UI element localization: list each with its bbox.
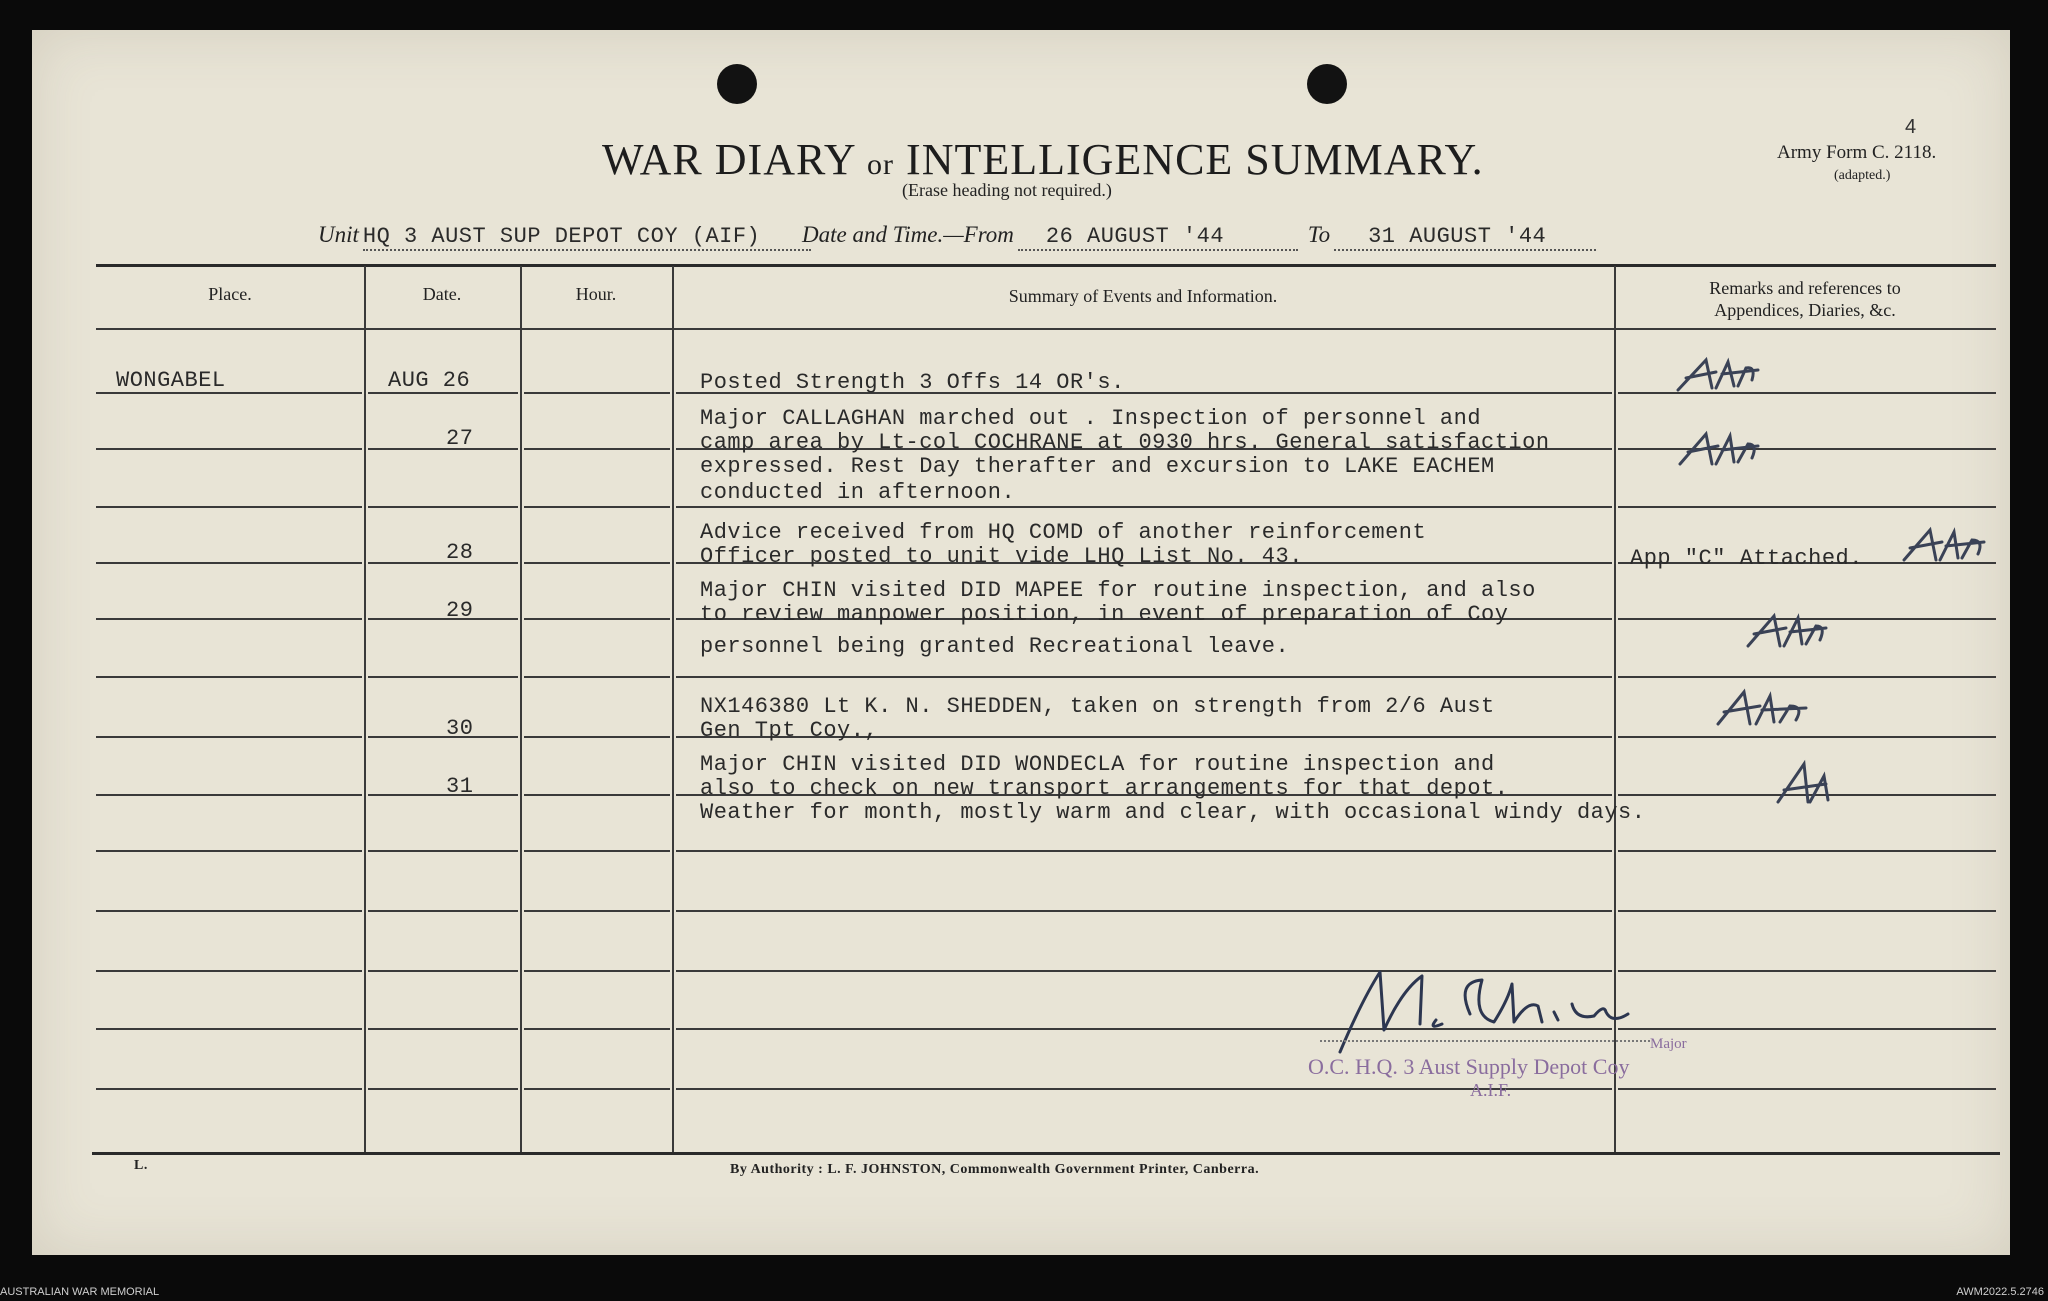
unit-value: HQ 3 AUST SUP DEPOT COY (AIF)	[363, 224, 811, 251]
ruled-line	[368, 736, 518, 738]
credit-accession-number: AWM2022.5.2746	[1956, 1286, 2044, 1298]
table-top-border	[96, 264, 1996, 267]
ruled-line	[368, 448, 518, 450]
ruled-line	[368, 794, 518, 796]
ruled-line	[1618, 1088, 1996, 1090]
header-place: Place.	[208, 284, 252, 304]
header-remarks: Remarks and references to	[1709, 278, 1901, 298]
unit-stamp-line1: O.C. H.Q. 3 Aust Supply Depot Coy	[1308, 1054, 1630, 1079]
ruled-line	[524, 1028, 670, 1030]
unit-stamp-line2: A.I.F.	[1470, 1080, 1512, 1100]
ruled-line	[524, 1088, 670, 1090]
officer-signature	[1332, 960, 1652, 1060]
ruled-line	[1618, 970, 1996, 972]
date-28: 28	[446, 540, 474, 565]
title-war-diary: WAR DIARY	[602, 135, 856, 184]
summary-line: also to check on new transport arrangements for that depot.	[700, 776, 1509, 801]
summary-line: to review manpower position, in event of preparation of Coy	[700, 602, 1509, 627]
title-or: or	[867, 148, 895, 181]
summary-line: Weather for month, mostly warm and clear, with occasional windy days.	[700, 800, 1646, 825]
ruled-line	[368, 1028, 518, 1030]
date-to-label: To	[1307, 222, 1331, 247]
ruled-line	[524, 506, 670, 508]
army-form-number: Army Form C. 2118.	[1777, 142, 1937, 163]
ruled-line	[368, 850, 518, 852]
ruled-line	[96, 506, 362, 508]
column-divider-hour	[672, 266, 674, 1152]
ruled-line	[368, 618, 518, 620]
summary-line: expressed. Rest Day therafter and excursion to LAKE EACHEM	[700, 454, 1495, 479]
date-aug-26: AUG 26	[388, 368, 471, 393]
summary-line: Major CHIN visited DID MAPEE for routine inspection, and also	[700, 578, 1536, 603]
ruled-line	[96, 618, 362, 620]
ruled-line	[524, 562, 670, 564]
ruled-line	[524, 794, 670, 796]
header-summary: Summary of Events and Information.	[1008, 286, 1278, 306]
ruled-line	[96, 794, 362, 796]
ruled-line	[1618, 910, 1996, 912]
place-wongabel: WONGABEL	[116, 368, 226, 393]
initials-mark	[1898, 518, 1998, 578]
ruled-line	[96, 448, 362, 450]
army-form-adapted: (adapted.)	[1834, 168, 1891, 183]
diary-page	[32, 30, 2010, 1255]
credit-institution: AUSTRALIAN WAR MEMORIAL	[0, 1286, 160, 1298]
date-from-label: Date and Time.—From	[802, 222, 1014, 247]
ruled-line	[96, 1088, 362, 1090]
unit-label: Unit	[318, 222, 359, 247]
ruled-line	[676, 910, 1612, 912]
date-29: 29	[446, 598, 474, 623]
ruled-line	[524, 850, 670, 852]
ruled-line	[96, 676, 362, 678]
column-divider-date	[520, 266, 522, 1152]
punch-hole-right	[1307, 64, 1347, 104]
ruled-line	[1618, 506, 1996, 508]
signature-rank: Major	[1650, 1036, 1687, 1052]
ruled-line	[524, 736, 670, 738]
date-27: 27	[446, 426, 474, 451]
title-intelligence-summary: INTELLIGENCE SUMMARY.	[906, 135, 1484, 184]
initials-mark	[1672, 422, 1772, 482]
signature-line	[1320, 1040, 1650, 1042]
ruled-line	[524, 676, 670, 678]
ruled-line	[96, 1028, 362, 1030]
footer-left-mark: L.	[134, 1158, 148, 1173]
summary-line: Posted Strength 3 Offs 14 OR's.	[700, 370, 1125, 395]
ruled-line	[1618, 1028, 1996, 1030]
ruled-line	[1618, 676, 1996, 678]
ruled-line	[368, 970, 518, 972]
header-remarks-sub: Appendices, Diaries, &c.	[1714, 300, 1896, 320]
ruled-line	[96, 850, 362, 852]
summary-line: Advice received from HQ COMD of another reinforcement	[700, 520, 1427, 545]
ruled-line	[96, 970, 362, 972]
date-30: 30	[446, 716, 474, 741]
remark-app-c: App "C" Attached.	[1630, 546, 1863, 571]
ruled-line	[676, 676, 1612, 678]
page-number-mark: 4	[1905, 116, 1917, 138]
ruled-line	[368, 910, 518, 912]
ruled-line	[524, 392, 670, 394]
date-range	[802, 222, 1596, 251]
ruled-line	[96, 562, 362, 564]
header-rule	[96, 328, 1996, 330]
summary-line: conducted in afternoon.	[700, 480, 1016, 505]
ruled-line	[524, 618, 670, 620]
ruled-line	[1618, 850, 1996, 852]
ruled-line	[96, 736, 362, 738]
summary-line: NX146380 Lt K. N. SHEDDEN, taken on strength from 2/6 Aust	[700, 694, 1495, 719]
summary-line: camp area by Lt-col COCHRANE at 0930 hrs. General satisfaction	[700, 430, 1550, 455]
column-divider-place	[364, 266, 366, 1152]
initials-mark	[1770, 754, 1850, 814]
punch-hole-left	[717, 64, 757, 104]
ruled-line	[368, 1088, 518, 1090]
summary-line: Major CHIN visited DID WONDECLA for routine inspection and	[700, 752, 1495, 777]
unit-date-line	[318, 222, 811, 251]
date-from-value: 26 AUGUST '44	[1018, 224, 1298, 251]
date-31: 31	[446, 774, 474, 799]
date-to-value: 31 AUGUST '44	[1334, 224, 1596, 251]
table-bottom-border	[92, 1152, 2000, 1155]
initials-mark	[1710, 680, 1820, 740]
summary-line: Major CALLAGHAN marched out . Inspection of personnel and	[700, 406, 1482, 431]
ruled-line	[96, 910, 362, 912]
header-hour: Hour.	[575, 284, 617, 304]
ruled-line	[368, 506, 518, 508]
ruled-line	[524, 448, 670, 450]
header-date: Date.	[422, 284, 462, 304]
ruled-line	[676, 850, 1612, 852]
ruled-line	[524, 910, 670, 912]
summary-line: personnel being granted Recreational leave.	[700, 634, 1290, 659]
summary-line: Officer posted to unit vide LHQ List No. 43.	[700, 544, 1303, 569]
erase-note: (Erase heading not required.)	[902, 180, 1112, 200]
ruled-line	[368, 676, 518, 678]
ruled-line	[368, 562, 518, 564]
summary-line: Gen Tpt Coy.,	[700, 718, 879, 743]
initials-mark	[1672, 346, 1772, 406]
initials-mark	[1740, 602, 1840, 662]
page-title	[602, 134, 1484, 185]
printer-authority: By Authority : L. F. JOHNSTON, Commonwealth Government Printer, Canberra.	[730, 1162, 1260, 1177]
ruled-line	[676, 506, 1612, 508]
ruled-line	[524, 970, 670, 972]
